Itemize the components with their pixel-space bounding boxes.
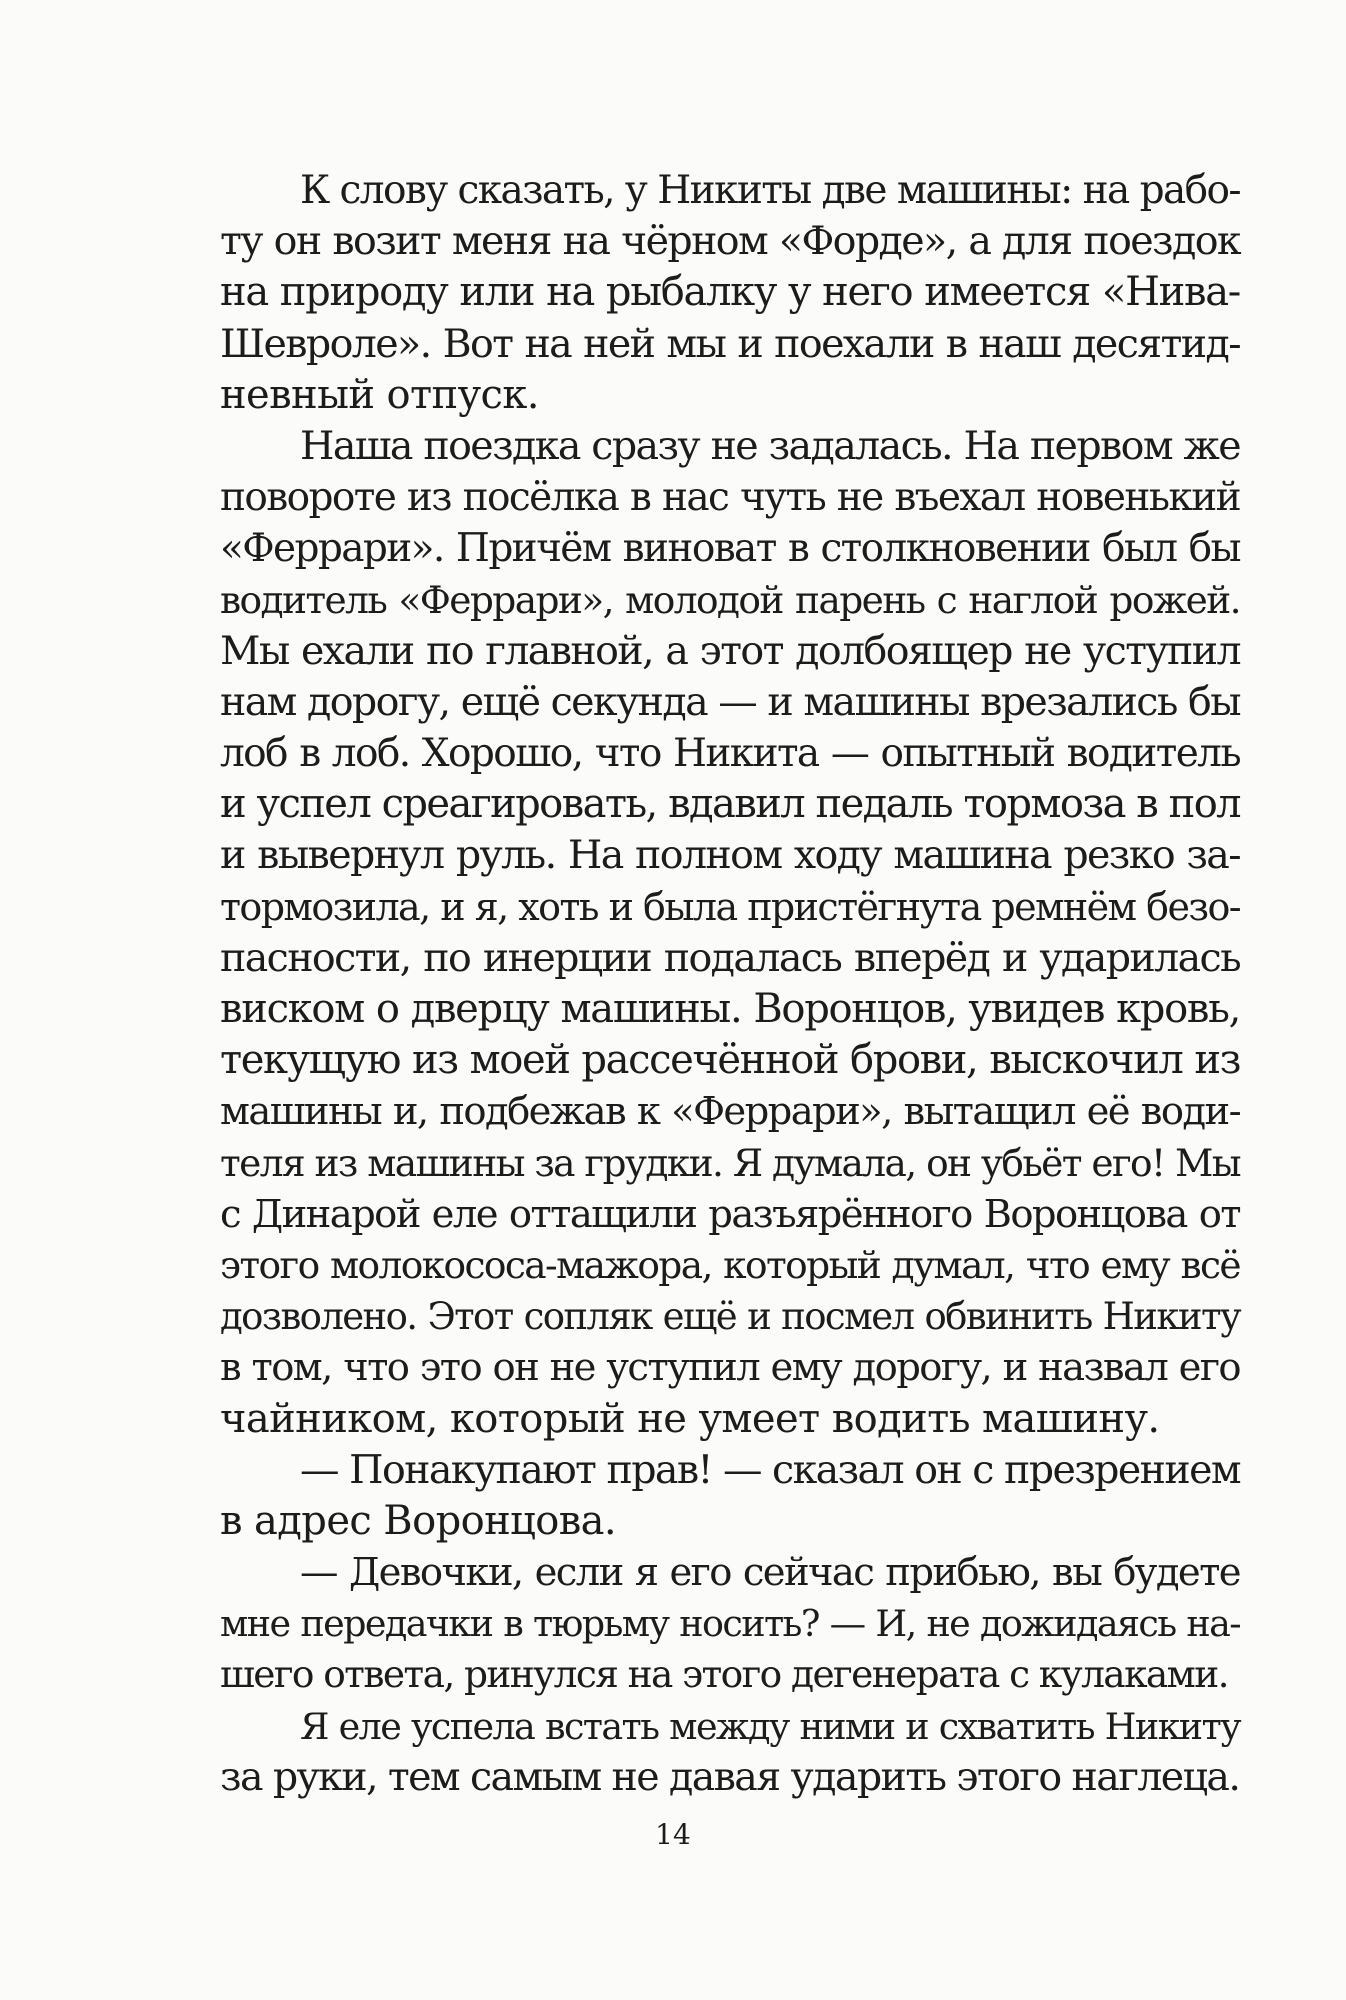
text-line: текущую из моей рассечённой брови, выскочил из [220,1037,1240,1084]
text-line: тормозила, и я, хоть и была пристёгнута ремнём безо- [220,884,1240,929]
text-line: в адрес Воронцова. [220,1497,617,1544]
text-line: и вывернул руль. На полном ходу машина резко за- [220,832,1240,879]
text-line: лоб в лоб. Хорошо, что Никита — опытный водитель [220,731,1240,777]
text-line: повороте из посёлка в нас чуть не въехал новенький [220,475,1240,521]
text-line: с Динарой еле оттащили разъярённого Воронцова от [220,1191,1240,1237]
text-line: дозволено. Этот сопляк ещё и посмел обвинить Никиту [220,1295,1240,1339]
text-line: К слову сказать, у Никиты две машины: на рабо- [300,168,1240,213]
text-line: водитель «Феррари», молодой парень с наглой рожей. [220,577,1240,622]
text-line: шего ответа, ринулся на этого дегенерата с кулаками. [220,1652,1228,1697]
text-line: невный отпуск. [220,371,539,418]
text-line: Мы ехали по главной, а этот долбоящер не уступил [220,627,1240,674]
text-line: «Феррари». Причём виноват в столкновении был бы [220,526,1240,572]
text-line: Наша поездка сразу не задалась. На первом же [300,422,1240,469]
page-number: 14 [655,1818,691,1851]
text-line: машины и, подбежав к «Феррари», вытащил её води- [220,1089,1240,1135]
text-line: Шевроле». Вот на ней мы и поехали в наш десятид- [220,320,1240,367]
text-line: виском о дверцу машины. Воронцов, увидев кровь, [220,986,1240,1032]
text-line: теля из машины за грудки. Я думала, он убьёт его! Мы [220,1140,1240,1185]
text-line: мне передачки в тюрьму носить? — И, не дожидаясь на- [220,1602,1240,1646]
text-line: — Понакупают прав! — сказал он с презрением [300,1446,1240,1493]
text-line: нам дорогу, ещё секунда — и машины врезались бы [220,678,1240,725]
text-line: чайником, который не умеет водить машину. [220,1395,1160,1442]
text-line: и успел среагировать, вдавил педаль тормоза в пол [220,781,1240,828]
text-line: ту он возит меня на чёрном «Форде», а для поездок [220,218,1240,265]
body-text [220,165,1240,1803]
text-line: на природу или на рыбалку у него имеется «Нива- [220,269,1240,316]
text-line: этого молокососа-мажора, который думал, что ему всё [220,1242,1240,1287]
text-line: пасности, по инерции подалась вперёд и ударилась [220,934,1240,981]
text-line: Я еле успела встать между ними и схватить Никиту [300,1704,1240,1748]
text-line: за руки, тем самым не давая ударить этого наглеца. [220,1753,1240,1800]
text-line: — Девочки, если я его сейчас прибью, вы будете [300,1550,1240,1596]
text-line: в том, что это он не уступил ему дорогу, и назвал его [220,1345,1240,1391]
